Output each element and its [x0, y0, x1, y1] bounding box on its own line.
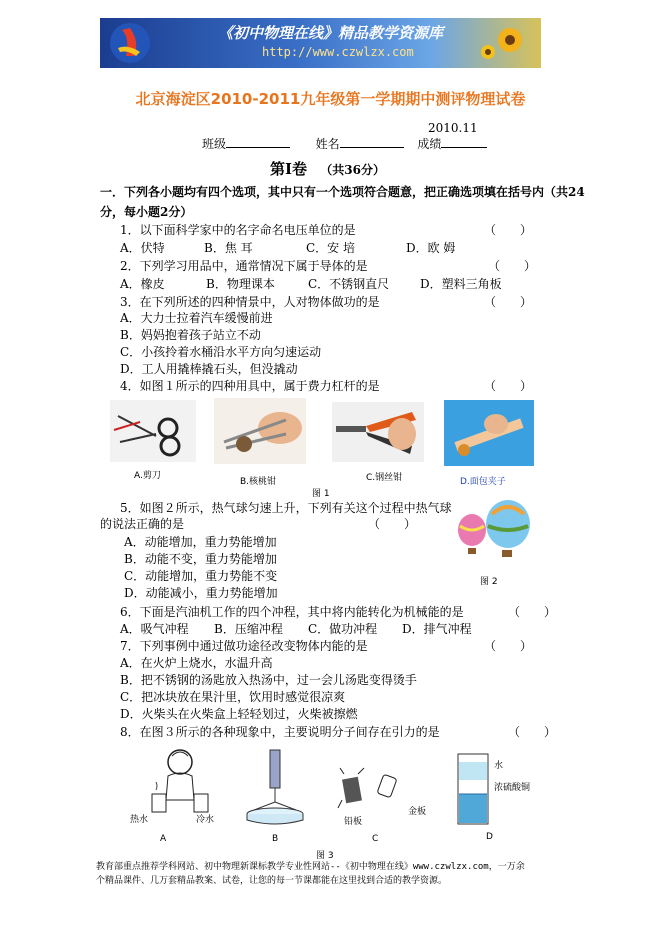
pliers-icon	[332, 402, 424, 462]
q3-option-b: B．妈妈抱着孩子站立不动	[120, 328, 261, 342]
q2-option-d: D．塑料三角板	[420, 277, 502, 291]
figure-1b-caption: B.核桃钳	[240, 477, 277, 487]
instructions-line-1: 一．下列各小题均有四个选项，其中只有一个选项符合题意，把正确选项填在括号内（共24	[100, 185, 585, 199]
q5-option-c: C．动能增加，重力势能不变	[124, 569, 278, 583]
q3-option-c: C．小孩拎着水桶沿水平方向匀速运动	[120, 345, 322, 359]
q7-option-c: C．把冰块放在果汁里，饮用时感觉很凉爽	[120, 690, 346, 704]
label-cold-water: 冷水	[196, 815, 215, 825]
q8-stem: 8．在图３所示的各种现象中，主要说明分子间存在引力的是	[120, 725, 440, 739]
q1-option-a: A．伏特	[120, 241, 165, 255]
figure-1-label: 图 1	[312, 489, 330, 499]
section-name: 第Ⅰ卷	[270, 160, 308, 178]
q7-option-b: B．把不锈钢的汤匙放入热汤中，过一会儿汤匙变得烫手	[120, 673, 417, 687]
q6-option-d: D．排气冲程	[402, 622, 472, 636]
q3-answer-paren[interactable]: （ ）	[484, 295, 533, 309]
figure-3d-beaker	[456, 748, 490, 828]
figure-3c-letter: C	[372, 834, 379, 844]
beaker-icon	[456, 748, 490, 828]
label-copper-sulfate: 浓硫酸铜	[494, 783, 531, 793]
q5-option-d: D．动能减小，重力势能增加	[124, 586, 278, 600]
q5-stem-line-2: 的说法正确的是	[100, 517, 185, 531]
class-field[interactable]	[226, 136, 290, 148]
figure-3b-letter: B	[272, 834, 279, 844]
q2-option-b: B．物理课本	[206, 277, 275, 291]
q1-option-b: B．焦 耳	[204, 241, 253, 255]
figure-1d-caption: D.面包夹子	[460, 477, 506, 487]
footer-line-1: 教育部重点推荐学科网站、初中物理新课标教学专业性网站--《初中物理在线》www.czwlzx.com，一万余	[96, 862, 525, 872]
figure-2-label: 图 2	[480, 577, 498, 587]
nutcracker-icon	[214, 398, 306, 464]
figure-1b-nutcracker	[214, 398, 306, 464]
instructions-line-2: 分，每小题2分）	[100, 205, 193, 219]
q1-answer-paren[interactable]: （ ）	[484, 223, 533, 237]
q5-option-b: B．动能不变，重力势能增加	[124, 552, 277, 566]
figure-3b-spring-scale	[238, 748, 314, 828]
label-water: 水	[494, 761, 504, 771]
figure-3a-diffusion	[128, 746, 224, 820]
figure-3-label: 图 3	[316, 851, 334, 861]
header-banner	[100, 18, 541, 68]
section-title	[270, 158, 385, 179]
footer-line-2: 个精品课件、几万套精品教案、试卷，让您的每一节课都能在这里找到合适的教学资源。	[96, 876, 448, 886]
q1-option-c: C．安 培	[306, 241, 355, 255]
q2-option-c: C．不锈钢直尺	[308, 277, 390, 291]
spring-scale-icon	[238, 748, 314, 828]
q6-option-c: C．做功冲程	[308, 622, 378, 636]
q5-answer-paren[interactable]: （ ）	[368, 517, 417, 531]
figure-1a-caption: A.剪刀	[134, 471, 161, 481]
child-cups-icon	[128, 746, 224, 820]
q2-option-a: A．橡皮	[120, 277, 165, 291]
page-title: 北京海淀区2010-2011九年级第一学期期中测评物理试卷	[135, 90, 526, 108]
figure-1d-bread-tongs	[444, 400, 534, 466]
section-points: （共36分）	[320, 163, 385, 177]
class-label: 班级	[202, 137, 227, 151]
student-info-row	[202, 136, 487, 152]
banner-url[interactable]: http://www.czwlzx.com	[262, 45, 414, 59]
figure-1a-scissors	[110, 400, 196, 462]
name-field[interactable]	[340, 136, 404, 148]
exam-date: 2010.11	[428, 121, 478, 135]
label-gold-plate: 金板	[408, 807, 427, 817]
q7-answer-paren[interactable]: （ ）	[484, 639, 533, 653]
figure-3c-metal-plates	[336, 766, 406, 816]
q7-option-a: A．在火炉上烧水，水温升高	[120, 656, 273, 670]
score-field[interactable]	[441, 136, 487, 148]
tongs-icon	[444, 400, 534, 466]
q3-option-d: D．工人用撬棒撬石头，但没撬动	[120, 362, 298, 376]
score-label: 成绩	[417, 137, 442, 151]
footer-note	[96, 860, 586, 888]
scissors-icon	[110, 400, 196, 462]
q4-answer-paren[interactable]: （ ）	[484, 379, 533, 393]
plates-icon	[336, 766, 406, 816]
q5-stem-line-1: 5．如图２所示，热气球匀速上升，下列有关这个过程中热气球	[120, 501, 452, 515]
q1-option-d: D．欧 姆	[406, 241, 456, 255]
name-label: 姓名	[315, 137, 340, 151]
hot-air-balloon-icon	[452, 500, 542, 572]
q2-stem: 2．下列学习用品中，通常情况下属于导体的是	[120, 259, 368, 273]
figure-3a-letter: A	[160, 834, 167, 844]
figure-1c-pliers	[332, 402, 424, 462]
q4-stem: 4．如图１所示的四种用具中，属于费力杠杆的是	[120, 379, 380, 393]
q6-stem: 6．下面是汽油机工作的四个冲程，其中将内能转化为机械能的是	[120, 605, 464, 619]
q3-stem: 3．在下列所述的四种情景中，人对物体做功的是	[120, 295, 380, 309]
q7-option-d: D．火柴头在火柴盒上轻轻划过，火柴被擦燃	[120, 707, 358, 721]
q2-answer-paren[interactable]: （ ）	[488, 259, 537, 273]
q7-stem: 7．下列事例中通过做功途径改变物体内能的是	[120, 639, 368, 653]
label-hot-water: 热水	[130, 815, 149, 825]
banner-title: 《初中物理在线》精品教学资源库	[218, 24, 444, 42]
figure-2-balloons	[452, 500, 542, 572]
figure-3d-letter: D	[486, 832, 493, 842]
q6-answer-paren[interactable]: （ ）	[508, 605, 557, 619]
q8-answer-paren[interactable]: （ ）	[508, 725, 557, 739]
q1-stem: 1．以下面科学家中的名字命名电压单位的是	[120, 223, 356, 237]
label-lead-plate: 铅板	[344, 817, 363, 827]
q3-option-a: A．大力士拉着汽车缓慢前进	[120, 311, 273, 325]
q6-option-a: A．吸气冲程	[120, 622, 189, 636]
figure-1c-caption: C.钢丝钳	[366, 473, 403, 483]
q5-option-a: A．动能增加，重力势能增加	[124, 535, 277, 549]
q6-option-b: B．压缩冲程	[214, 622, 283, 636]
